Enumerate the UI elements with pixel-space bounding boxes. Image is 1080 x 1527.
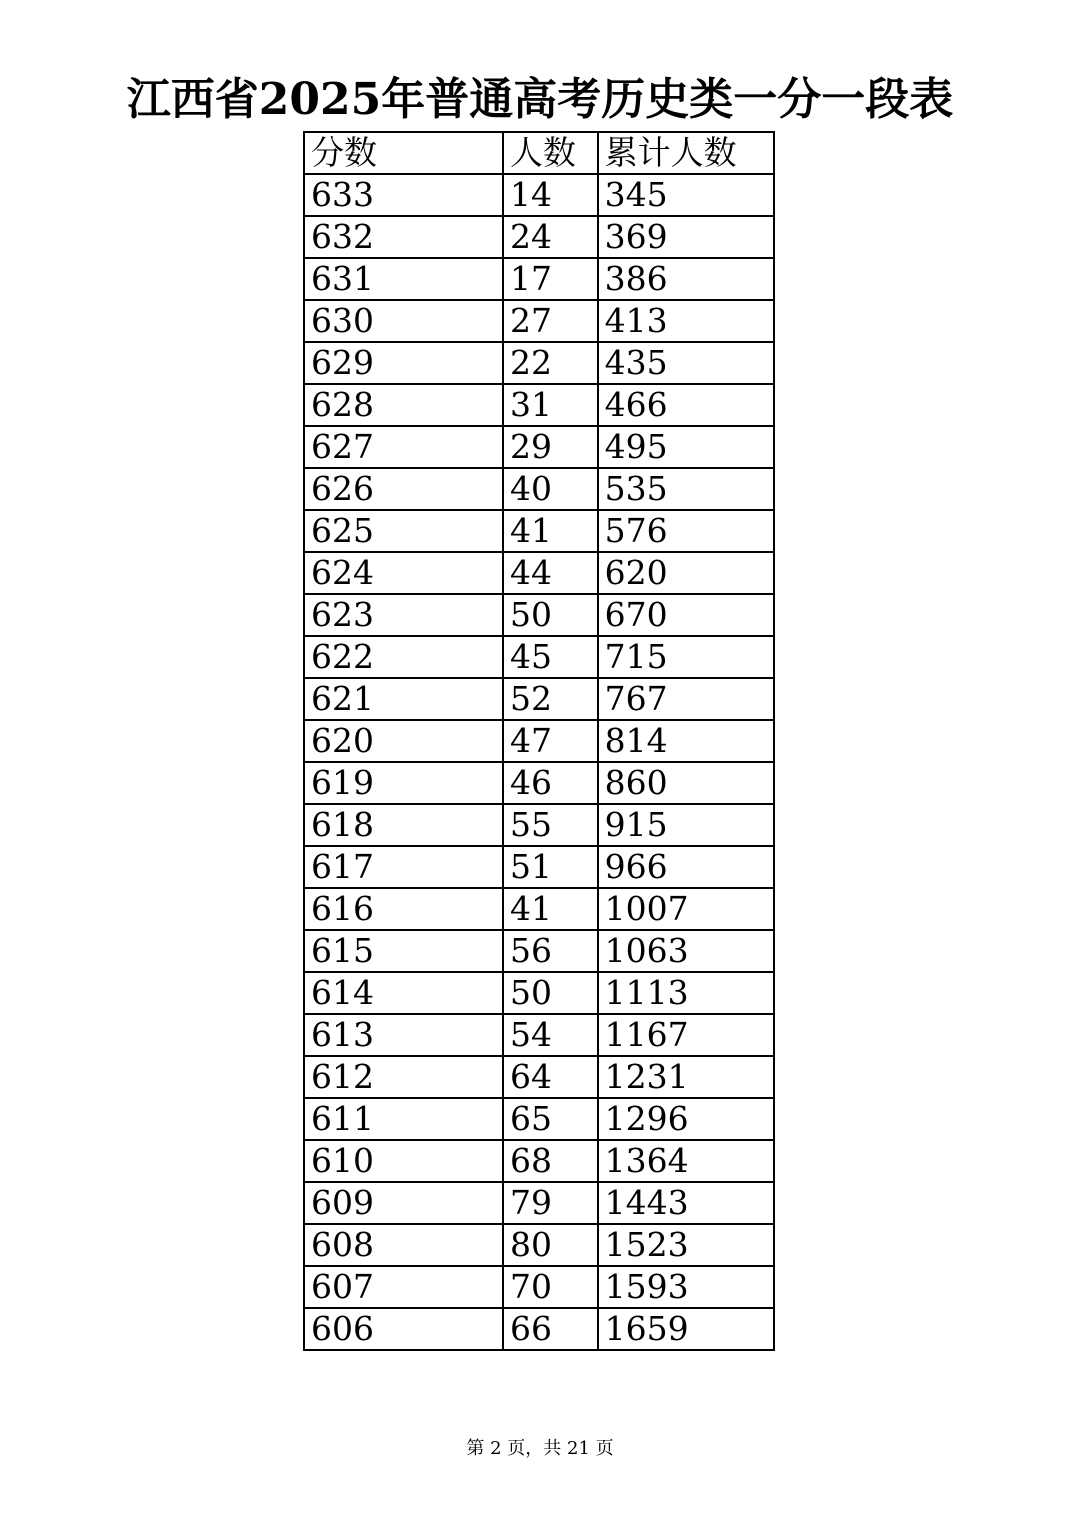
- table-header-row: [304, 132, 774, 174]
- table-row: [304, 468, 774, 510]
- table-row: [304, 510, 774, 552]
- count-cell: 29: [503, 426, 598, 468]
- score-cell: 606: [304, 1308, 503, 1350]
- count-cell: 41: [503, 510, 598, 552]
- table-row: [304, 1308, 774, 1350]
- count-cell: 64: [503, 1056, 598, 1098]
- cumulative-cell: 670: [598, 594, 774, 636]
- count-cell: 56: [503, 930, 598, 972]
- score-cell: 626: [304, 468, 503, 510]
- page-footer: 第 2 页，共 21 页: [466, 1438, 614, 1459]
- table-row: [304, 1014, 774, 1056]
- header-score: 分数: [304, 132, 503, 174]
- cumulative-cell: 1063: [598, 930, 774, 972]
- cumulative-cell: 435: [598, 342, 774, 384]
- score-cell: 607: [304, 1266, 503, 1308]
- cumulative-cell: 1593: [598, 1266, 774, 1308]
- count-cell: 70: [503, 1266, 598, 1308]
- table-row: [304, 384, 774, 426]
- cumulative-cell: 413: [598, 300, 774, 342]
- count-cell: 50: [503, 972, 598, 1014]
- score-cell: 612: [304, 1056, 503, 1098]
- table-row: [304, 174, 774, 216]
- score-cell: 629: [304, 342, 503, 384]
- score-cell: 615: [304, 930, 503, 972]
- table-row: [304, 300, 774, 342]
- cumulative-cell: 576: [598, 510, 774, 552]
- table-row: [304, 972, 774, 1014]
- cumulative-cell: 915: [598, 804, 774, 846]
- table-row: [304, 1182, 774, 1224]
- cumulative-cell: 1296: [598, 1098, 774, 1140]
- score-cell: 609: [304, 1182, 503, 1224]
- cumulative-cell: 466: [598, 384, 774, 426]
- table-row: [304, 678, 774, 720]
- score-cell: 610: [304, 1140, 503, 1182]
- score-cell: 624: [304, 552, 503, 594]
- table-row: [304, 1056, 774, 1098]
- table-row: [304, 1140, 774, 1182]
- cumulative-cell: 814: [598, 720, 774, 762]
- table-row: [304, 1224, 774, 1266]
- count-cell: 17: [503, 258, 598, 300]
- cumulative-cell: 1523: [598, 1224, 774, 1266]
- score-cell: 619: [304, 762, 503, 804]
- score-table: [303, 131, 775, 1351]
- count-cell: 44: [503, 552, 598, 594]
- table-row: [304, 888, 774, 930]
- score-cell: 620: [304, 720, 503, 762]
- count-cell: 68: [503, 1140, 598, 1182]
- page-title: 江西省2025年普通高考历史类一分一段表: [126, 74, 954, 125]
- cumulative-cell: 386: [598, 258, 774, 300]
- score-cell: 628: [304, 384, 503, 426]
- table-row: [304, 426, 774, 468]
- header-cumulative: 累计人数: [598, 132, 774, 174]
- cumulative-cell: 1231: [598, 1056, 774, 1098]
- cumulative-cell: 1443: [598, 1182, 774, 1224]
- table-row: [304, 594, 774, 636]
- cumulative-cell: 1167: [598, 1014, 774, 1056]
- score-cell: 627: [304, 426, 503, 468]
- count-cell: 51: [503, 846, 598, 888]
- cumulative-cell: 767: [598, 678, 774, 720]
- count-cell: 41: [503, 888, 598, 930]
- count-cell: 54: [503, 1014, 598, 1056]
- score-cell: 611: [304, 1098, 503, 1140]
- count-cell: 46: [503, 762, 598, 804]
- count-cell: 55: [503, 804, 598, 846]
- cumulative-cell: 535: [598, 468, 774, 510]
- cumulative-cell: 966: [598, 846, 774, 888]
- table-row: [304, 216, 774, 258]
- score-cell: 617: [304, 846, 503, 888]
- score-cell: 625: [304, 510, 503, 552]
- score-cell: 630: [304, 300, 503, 342]
- count-cell: 24: [503, 216, 598, 258]
- cumulative-cell: 495: [598, 426, 774, 468]
- score-cell: 613: [304, 1014, 503, 1056]
- cumulative-cell: 1364: [598, 1140, 774, 1182]
- score-cell: 614: [304, 972, 503, 1014]
- cumulative-cell: 715: [598, 636, 774, 678]
- table-row: [304, 720, 774, 762]
- table-row: [304, 1098, 774, 1140]
- score-cell: 631: [304, 258, 503, 300]
- count-cell: 40: [503, 468, 598, 510]
- count-cell: 52: [503, 678, 598, 720]
- count-cell: 22: [503, 342, 598, 384]
- table-row: [304, 762, 774, 804]
- table-row: [304, 258, 774, 300]
- table-row: [304, 636, 774, 678]
- cumulative-cell: 1659: [598, 1308, 774, 1350]
- count-cell: 80: [503, 1224, 598, 1266]
- count-cell: 79: [503, 1182, 598, 1224]
- score-cell: 608: [304, 1224, 503, 1266]
- score-cell: 622: [304, 636, 503, 678]
- cumulative-cell: 1113: [598, 972, 774, 1014]
- score-cell: 621: [304, 678, 503, 720]
- count-cell: 31: [503, 384, 598, 426]
- table-row: [304, 552, 774, 594]
- table-row: [304, 342, 774, 384]
- count-cell: 47: [503, 720, 598, 762]
- header-count: 人数: [503, 132, 598, 174]
- score-cell: 616: [304, 888, 503, 930]
- table-row: [304, 930, 774, 972]
- cumulative-cell: 345: [598, 174, 774, 216]
- cumulative-cell: 860: [598, 762, 774, 804]
- count-cell: 50: [503, 594, 598, 636]
- cumulative-cell: 369: [598, 216, 774, 258]
- cumulative-cell: 1007: [598, 888, 774, 930]
- table-row: [304, 804, 774, 846]
- count-cell: 45: [503, 636, 598, 678]
- count-cell: 66: [503, 1308, 598, 1350]
- table-row: [304, 846, 774, 888]
- table-row: [304, 1266, 774, 1308]
- count-cell: 14: [503, 174, 598, 216]
- score-cell: 618: [304, 804, 503, 846]
- count-cell: 27: [503, 300, 598, 342]
- score-cell: 632: [304, 216, 503, 258]
- score-cell: 633: [304, 174, 503, 216]
- cumulative-cell: 620: [598, 552, 774, 594]
- count-cell: 65: [503, 1098, 598, 1140]
- score-cell: 623: [304, 594, 503, 636]
